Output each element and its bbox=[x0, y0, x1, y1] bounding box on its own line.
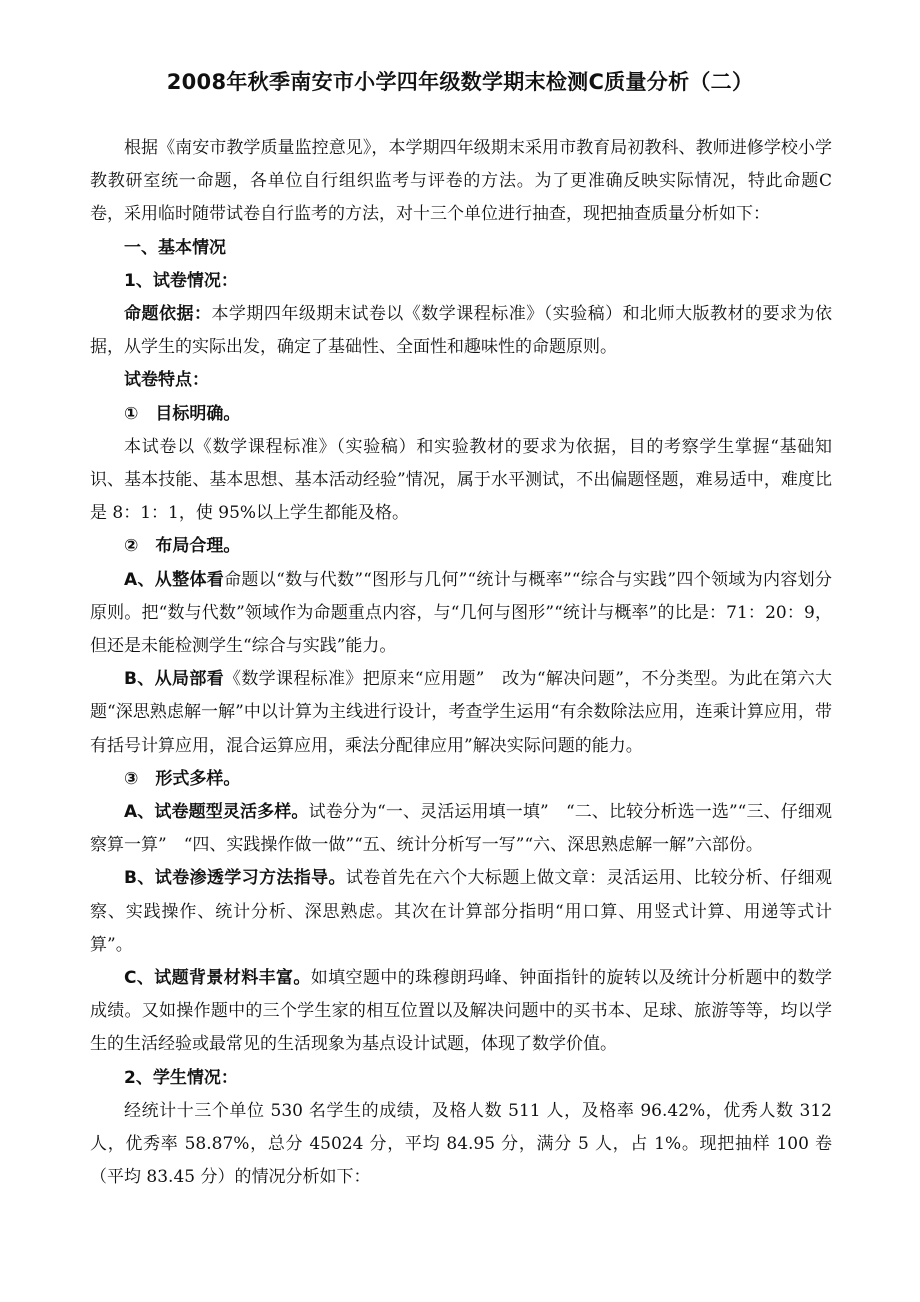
point2a-paragraph bbox=[90, 564, 832, 664]
basis-label: 命题依据： bbox=[124, 304, 212, 325]
point2a-label: A、从整体看 bbox=[124, 569, 225, 590]
point3c-paragraph bbox=[90, 962, 832, 1062]
paper-situation-heading bbox=[90, 265, 832, 298]
point3-heading bbox=[90, 763, 832, 796]
point3c-label: C、试题背景材料丰富。 bbox=[124, 968, 311, 989]
point1-heading-text: ① 目标明确。 bbox=[124, 403, 241, 424]
document-body bbox=[90, 132, 832, 1195]
section-basic-heading bbox=[90, 232, 832, 265]
point3b-paragraph bbox=[90, 862, 832, 962]
point2b-text: 《数学课程标准》把原来“应用题” 改为“解决问题”，不分类型。为此在第六大题“深思熟虑解一解”中以计算为主线进行设计，考查学生运用“有余数除法应用，连乘计算应用，带有括号计算应用，混合运算应用，乘法分配律应用”解决实际问题的能力。 bbox=[90, 669, 832, 756]
document-title: 2008年秋季南安市小学四年级数学期末检测C质量分析（二） bbox=[166, 70, 754, 94]
point1-heading bbox=[90, 398, 832, 431]
point3-heading-text: ③ 形式多样。 bbox=[124, 768, 241, 789]
point2a-text: 命题以“数与代数”“图形与几何”“统计与概率”“综合与实践”四个领域为内容划分原则。把“数与代数”领域作为命题重点内容，与“几何与图形”“统计与概率”的比是：71：20：9，但还是未能检测学生“综合与实践”能力。 bbox=[90, 569, 832, 657]
intro-paragraph: 根据《南安市教学质量监控意见》，本学期四年级期末采用市教育局初教科、教师进修学校小学教教研室统一命题，各单位自行组织监考与评卷的方法。为了更准确反映实际情况，特此命题C卷，采用临时随带试卷自行监考的方法，对十三个单位进行抽查，现把抽查质量分析如下： bbox=[90, 138, 832, 225]
point3b-text: 试卷首先在六个大标题上做文章：灵活运用、比较分析、仔细观察、实践操作、统计分析、深思熟虑。其次在计算部分指明“用口算、用竖式计算、用递等式计算”。 bbox=[90, 868, 832, 955]
point3b-label: B、试卷渗透学习方法指导。 bbox=[124, 868, 346, 889]
point1-paragraph: 本试卷以《数学课程标准》（实验稿）和实验教材的要求为依据，目的考察学生掌握“基础知识、基本技能、基本思想、基本活动经验”情况，属于水平测试，不出偏题怪题，难易适中，难度比是 8：1：1，使 95%以上学生都能及格。 bbox=[90, 436, 832, 524]
features-heading-text: 试卷特点： bbox=[124, 370, 209, 391]
features-heading bbox=[90, 364, 832, 397]
point2b-paragraph bbox=[90, 663, 832, 763]
basis-paragraph bbox=[90, 298, 832, 364]
point2-heading-text: ② 布局合理。 bbox=[124, 536, 241, 557]
student-situation-heading-text: 2、学生情况： bbox=[124, 1067, 238, 1088]
student-situation-heading bbox=[90, 1062, 832, 1095]
students-paragraph: 经统计十三个单位 530 名学生的成绩，及格人数 511 人，及格率 96.42%，优秀人数 312 人，优秀率 58.87%，总分 45024 分，平均 84.95 分，满分 5 人，占 1%。现把抽样 100 卷（平均 83.45 分）的情况分析如下： bbox=[90, 1100, 832, 1188]
point3a-label: A、试卷题型灵活多样。 bbox=[124, 802, 309, 823]
paper-situation-heading-text: 1、试卷情况： bbox=[124, 270, 238, 291]
basis-text: 本学期四年级期末试卷以《数学课程标准》（实验稿）和北师大版教材的要求为依据，从学生的实际出发，确定了基础性、全面性和趣味性的命题原则。 bbox=[90, 304, 832, 358]
point2-heading bbox=[90, 530, 832, 563]
section-basic-heading-text: 一、基本情况 bbox=[124, 237, 226, 258]
point3a-text: 试卷分为“一、灵活运用填一填” “二、比较分析选一选”“三、仔细观察算一算” “四、实践操作做一做”“五、统计分析写一写”“六、深思熟虑解一解”六部份。 bbox=[90, 802, 832, 856]
point3a-paragraph bbox=[90, 796, 832, 862]
point2b-label: B、从局部看 bbox=[124, 669, 224, 690]
point3c-text: 如填空题中的珠穆朗玛峰、钟面指针的旋转以及统计分析题中的数学成绩。又如操作题中的三个学生家的相互位置以及解决问题中的买书本、足球、旅游等等，均以学生的生活经验或最常见的生活现象为基点设计试题，体现了数学价值。 bbox=[90, 968, 832, 1055]
